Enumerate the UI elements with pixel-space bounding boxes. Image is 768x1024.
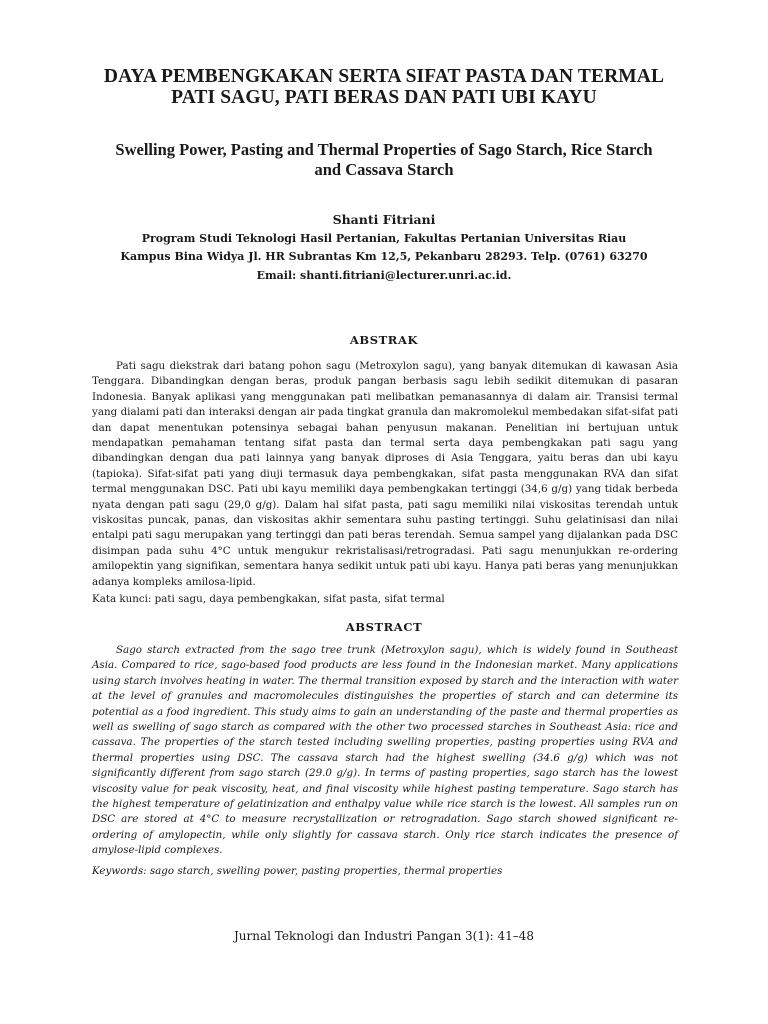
subtitle-line-2: and Cassava Starch [314,160,454,179]
abstrak-heading: ABSTRAK [349,333,419,347]
title-line-2: PATI SAGU, PATI BERAS DAN PATI UBI KAYU [171,87,597,108]
paper-title [70,66,698,108]
affiliation-email: Email: shanti.fitriani@lecturer.unri.ac.id. [256,269,512,282]
abstract-heading: ABSTRACT [345,620,423,634]
abstrak-body: Pati sagu diekstrak dari batang pohon sagu (Metroxylon sagu), yang banyak ditemukan di kawasan Asia Tenggara. Dibandingkan dengan beras, produk pangan berbasis sagu lebih sedikit ditemukan di pasaran Indonesia. Banyak aplikasi yang menggunakan pati melibatkan pemanasannya di dalam air. Transisi termal yang dialami pati dan interaksi dengan air pada tingkat granula dan makromolekul membedakan sifat-sifat pati dan dapat menentukan potensinya sebagai bahan penyusun makanan. Penelitian ini bertujuan untuk mendapatkan pemahaman tentang sifat pasta dan termal serta daya pembengkakan pati sagu yang dibandingkan dengan dua pati lainnya yang banyak diproses di Asia Tenggara, yaitu beras dan ubi kayu (tapioka). Sifat-sifat pati yang diuji termasuk daya pembengkakan, sifat pasta menggunakan RVA dan sifat termal menggunakan DSC. Pati ubi kayu memiliki daya pembengkakan tertinggi (34,6 g/g) yang tidak berbeda nyata dengan pati sagu (29,0 g/g). Dalam hal sifat pasta, pati sagu memiliki nilai viskositas terendah untuk viskositas puncak, panas, dan viskositas akhir sementara suhu pasting tertinggi. Suhu gelatinisasi dan nilai entalpi pati sagu merupakan yang tertinggi dan pati beras terendah. Semua sampel yang dijalankan pada DSC disimpan pada suhu 4°C untuk mengukur rekristalisasi/retrogradasi. Pati sagu menunjukkan re-ordering amilopektin yang signifikan, sementara hanya sedikit untuk pati ubi kayu. Hanya pati beras yang menunjukkan adanya kompleks amilosa-lipid. [92,360,678,588]
abstract-body: Sago starch extracted from the sago tree trunk (Metroxylon sagu), which is widely found in Southeast Asia. Compared to rice, sago-based food products are less found in the Indonesian market. Many applications using starch involves heating in water. The thermal transition exposed by starch and the interaction with water at the level of granules and macromolecules distinguishes the properties of starch and can determine its potential as a food ingredient. This study aims to gain an understanding of the paste and thermal properties as well as swelling of sago starch as compared with the other two processed starches in Southeast Asia: rice and cassava. The properties of the starch tested including swelling properties, pasting properties using RVA and thermal properties using DSC. The cassava starch had the highest swelling (34.6 g/g) which was not significantly different from sago starch (29.0 g/g). In terms of pasting properties, sago starch has the lowest viscosity value for peak viscosity, heat, and final viscosity while highest pasting temperature. Sago starch has the highest temperature of gelatinization and enthalpy value while rice starch is the lowest. All samples run on DSC are stored at 4°C to measure recrystallization or retrogradation. Sago starch showed significant re-ordering of amylopectin, while only slightly for cassava starch. Only rice starch indicates the presence of amylose-lipid complexes. [92,644,678,857]
affiliation-line-2: Kampus Bina Widya Jl. HR Subrantas Km 12,5, Pekanbaru 28293. Telp. (0761) 63270 [120,250,648,263]
subtitle-line-1: Swelling Power, Pasting and Thermal Properties of Sago Starch, Rice Starch [115,140,653,159]
paper-subtitle [70,140,698,180]
abstract-keywords: Keywords: sago starch, swelling power, pasting properties, thermal properties [92,865,503,877]
author-name: Shanti Fitriani [332,212,436,227]
affiliation-line-1: Program Studi Teknologi Hasil Pertanian, Fakultas Pertanian Universitas Riau [141,232,627,245]
abstrak-keywords: Kata kunci: pati sagu, daya pembengkakan, sifat pasta, sifat termal [92,593,445,605]
journal-footer: Jurnal Teknologi dan Industri Pangan 3(1): 41–48 [233,929,535,943]
title-line-1: DAYA PEMBENGKAKAN SERTA SIFAT PASTA DAN TERMAL [103,66,665,87]
